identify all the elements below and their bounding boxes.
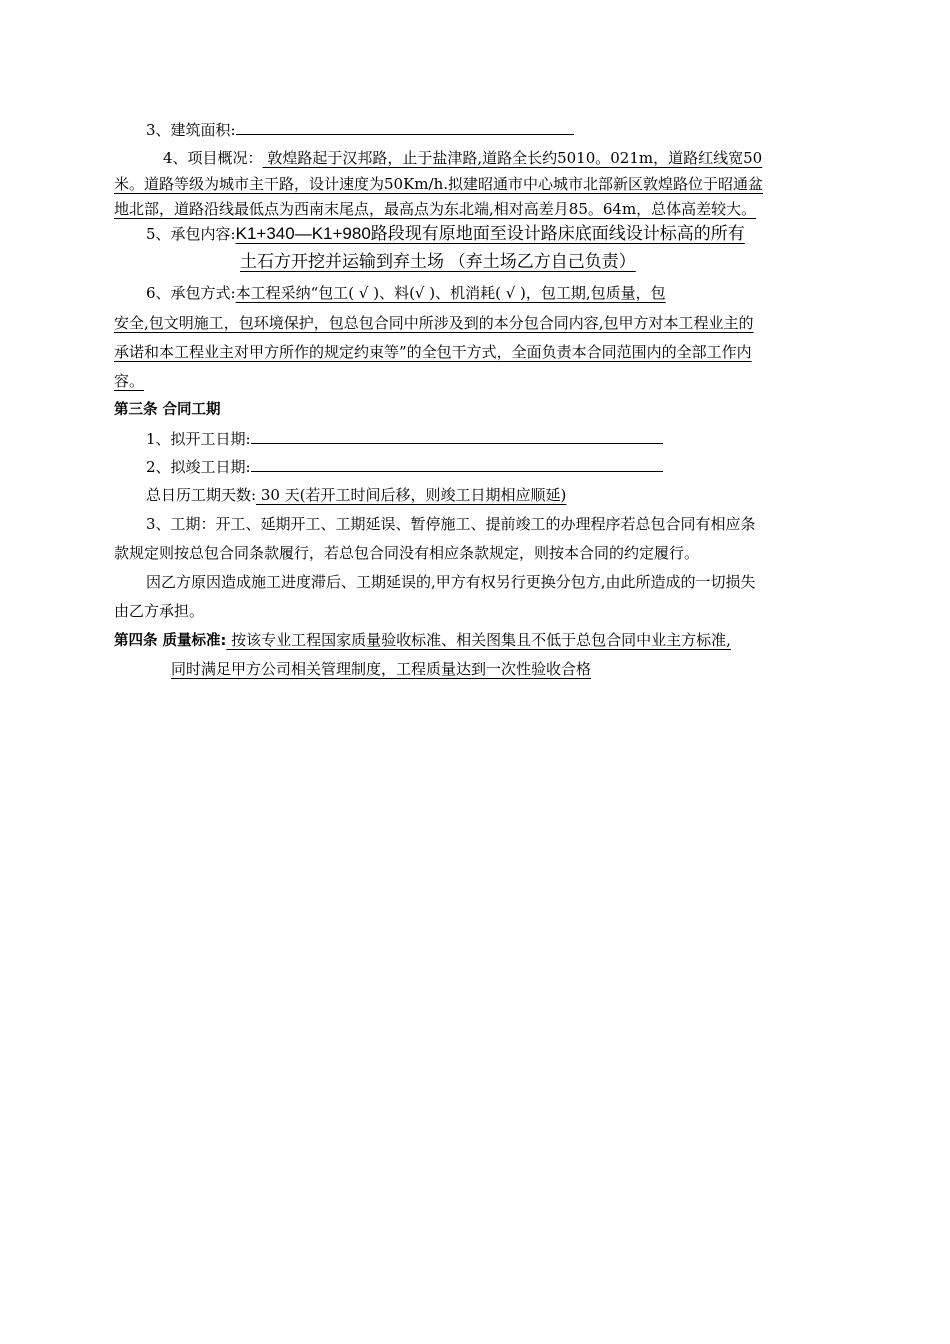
schedule-para-line-1: 3、工期：开工、延期开工、工期延误、暂停施工、提前竣工的办理程序若总包合同有相应条 [146, 515, 756, 533]
overview-text-1: 敦煌路起于汉邦路，止于盐津路,道路全长约5010。021m，道路红线宽50 [262, 149, 763, 167]
scope-label: 5、承包内容: [146, 225, 236, 243]
area-blank [236, 117, 574, 135]
total-days-label: 总日历工期天数: [146, 486, 257, 504]
schedule-para-line-2: 款规定则按总包合同条款履行，若总包合同没有相应条款规定，则按本合同的约定履行。 [114, 544, 700, 562]
delay-para-line-1: 因乙方原因造成施工进度滞后、工期延误的,甲方有权另行更换分包方,由此所造成的一切损失 [146, 573, 756, 591]
quality-text-2: 同时满足甲方公司相关管理制度，工程质量达到一次性验收合格 [171, 660, 592, 678]
quality-text-1: 按该专业工程国家质量验收标准、相关图集且不低于总包合同中业主方标准, [226, 631, 731, 649]
overview-line-2 [114, 171, 844, 197]
scope-text-1: K1+340—K1+980路段现有原地面至设计路床底面线设计标高的所有 [235, 224, 745, 243]
overview-line-3 [114, 196, 844, 222]
end-date-blank [251, 454, 663, 472]
scope-line-2 [240, 249, 950, 275]
article3-heading: 第三条 合同工期 [114, 402, 221, 418]
method-text-3: 承诺和本工程业主对甲方所作的规定约束等”的全包干方式，全面负责本合同范围内的全部工作内 [114, 343, 752, 361]
method-line-2 [114, 310, 844, 336]
end-date-label: 2、拟竣工日期: [146, 458, 251, 476]
delay-para-line-2: 由乙方承担。 [114, 602, 205, 620]
total-days-value: 30 天(若开工时间后移，则竣工日期相应顺延) [256, 486, 567, 504]
overview-line-1 [163, 145, 893, 171]
area-line [146, 117, 876, 143]
overview-text-3: 地北部，道路沿线最低点为西南末尾点，最高点为东北端,相对高差月85。64m，总体高差较大。 [114, 200, 757, 218]
method-line-3 [114, 339, 844, 365]
start-date-line [146, 426, 876, 452]
area-label: 3、建筑面积: [146, 121, 236, 139]
overview-label: 4、项目概况： [163, 149, 263, 167]
scope-line-1 [146, 221, 876, 247]
scope-text-2: 土石方开挖并运输到弃土场 （弃土场乙方自己负责） [240, 252, 636, 271]
total-days-line [146, 482, 876, 508]
method-label: 6、承包方式: [146, 284, 236, 302]
method-line-4 [114, 368, 844, 394]
start-date-blank [251, 426, 663, 444]
method-line-1 [146, 280, 876, 306]
end-date-line [146, 454, 876, 480]
article4-line-2 [171, 656, 901, 682]
start-date-label: 1、拟开工日期: [146, 430, 251, 448]
overview-text-2: 米。道路等级为城市主干路，设计速度为50Km/h.拟建昭通市中心城市北部新区敦煌路位于昭通盆 [114, 175, 764, 193]
article4-heading: 第四条 质量标准: [114, 633, 227, 649]
method-text-1: 本工程采纳“包工( √ )、料(√ )、机消耗( √ )，包工期,包质量，包 [235, 284, 666, 302]
article4-line-1 [114, 627, 844, 653]
method-text-2: 安全,包文明施工，包环境保护，包总包合同中所涉及到的本分包合同内容,包甲方对本工程业主的 [114, 314, 754, 332]
method-text-4: 容。 [114, 372, 145, 390]
